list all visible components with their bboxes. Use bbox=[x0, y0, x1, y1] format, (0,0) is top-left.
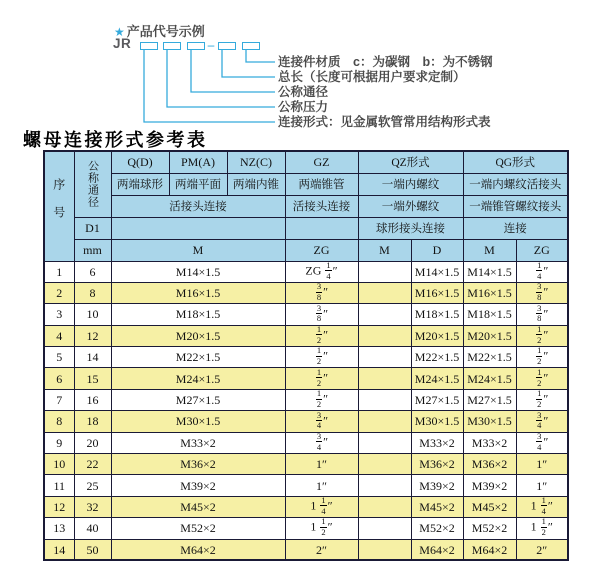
table-row bbox=[44, 282, 568, 303]
cell-qz-d: M27×1.5 bbox=[411, 389, 463, 410]
cell-qg-m: M36×2 bbox=[463, 454, 516, 475]
cell-seq: 6 bbox=[44, 368, 74, 389]
header-gz-desc: 两端锥管 bbox=[285, 173, 358, 195]
table-header bbox=[44, 151, 568, 261]
cell-dn: 14 bbox=[74, 347, 111, 368]
cell-dn: 12 bbox=[74, 325, 111, 346]
header-qg-m-unit: M bbox=[463, 239, 516, 261]
cell-seq: 12 bbox=[44, 496, 74, 517]
cell-qg-zg: $\frac{1}{2}$ ″ bbox=[516, 325, 568, 346]
cell-seq: 13 bbox=[44, 518, 74, 539]
table-row bbox=[44, 475, 568, 496]
cell-m-thread: M14×1.5 bbox=[111, 261, 285, 282]
cell-qz-m bbox=[358, 496, 411, 517]
cell-qg-m: M33×2 bbox=[463, 432, 516, 453]
cell-dn: 32 bbox=[74, 496, 111, 517]
cell-gz-zg: $\frac{3}{4}$ ″ bbox=[285, 432, 358, 453]
cell-qg-m: M52×2 bbox=[463, 518, 516, 539]
cell-gz-zg: $\frac{1}{2}$ ″ bbox=[285, 368, 358, 389]
cell-m-thread: M16×1.5 bbox=[111, 282, 285, 303]
cell-m-thread: M52×2 bbox=[111, 518, 285, 539]
cell-qz-d: M16×1.5 bbox=[411, 282, 463, 303]
cell-qz-m bbox=[358, 347, 411, 368]
cell-qz-m bbox=[358, 432, 411, 453]
code-prefix: JR bbox=[113, 36, 132, 51]
cell-gz-zg: 1″ bbox=[285, 475, 358, 496]
cell-m-thread: M33×2 bbox=[111, 432, 285, 453]
cell-qg-m: M16×1.5 bbox=[463, 282, 516, 303]
table-row bbox=[44, 325, 568, 346]
table-title: 螺母连接形式参考表 bbox=[23, 130, 208, 150]
cell-qg-zg: 1 $\frac{1}{4}$ ″ bbox=[516, 496, 568, 517]
label-connection-form: 连接形式：见金属软管常用结构形式表 bbox=[278, 115, 491, 129]
cell-seq: 8 bbox=[44, 411, 74, 432]
cell-qz-d: M22×1.5 bbox=[411, 347, 463, 368]
cell-gz-zg: 1 $\frac{1}{2}$ ″ bbox=[285, 518, 358, 539]
cell-qg-m: M64×2 bbox=[463, 539, 516, 560]
cell-qg-zg: $\frac{3}{4}$ ″ bbox=[516, 432, 568, 453]
code-dash: – bbox=[207, 37, 215, 52]
label-total-length: 总长（长度可根据用户要求定制） bbox=[278, 70, 466, 84]
diagram-title-text: 产品代号示例 bbox=[126, 24, 205, 39]
cell-seq: 3 bbox=[44, 304, 74, 325]
cell-qg-zg: 1″ bbox=[516, 475, 568, 496]
header-pm-desc: 两端平面 bbox=[169, 173, 227, 195]
cell-dn: 15 bbox=[74, 368, 111, 389]
cell-qz-d: M33×2 bbox=[411, 432, 463, 453]
cell-qz-d: M30×1.5 bbox=[411, 411, 463, 432]
cell-gz-zg: 1″ bbox=[285, 454, 358, 475]
cell-seq: 4 bbox=[44, 325, 74, 346]
cell-gz-zg: ZG $\frac{1}{4}$ ″ bbox=[285, 261, 358, 282]
header-qg-connection: 连接 bbox=[463, 217, 568, 239]
cell-dn: 10 bbox=[74, 304, 111, 325]
header-col-qg: QG形式 bbox=[463, 151, 568, 173]
cell-dn: 22 bbox=[74, 454, 111, 475]
cell-seq: 14 bbox=[44, 539, 74, 560]
cell-qz-d: M18×1.5 bbox=[411, 304, 463, 325]
table-row bbox=[44, 368, 568, 389]
cell-qz-d: M64×2 bbox=[411, 539, 463, 560]
cell-qz-m bbox=[358, 368, 411, 389]
table-row bbox=[44, 539, 568, 560]
header-col-nz: NZ(C) bbox=[227, 151, 285, 173]
cell-gz-zg: 1 $\frac{1}{4}$ ″ bbox=[285, 496, 358, 517]
cell-seq: 1 bbox=[44, 261, 74, 282]
cell-seq: 5 bbox=[44, 347, 74, 368]
cell-seq: 10 bbox=[44, 454, 74, 475]
cell-m-thread: M36×2 bbox=[111, 454, 285, 475]
cell-dn: 40 bbox=[74, 518, 111, 539]
cell-qg-m: M20×1.5 bbox=[463, 325, 516, 346]
cell-qz-m bbox=[358, 389, 411, 410]
nut-connection-reference-table bbox=[43, 150, 569, 561]
label-nominal-diameter: 公称通径 bbox=[278, 85, 329, 99]
cell-qz-m bbox=[358, 411, 411, 432]
cell-qg-zg: $\frac{3}{4}$ ″ bbox=[516, 411, 568, 432]
cell-qz-m bbox=[358, 325, 411, 346]
table-row bbox=[44, 411, 568, 432]
cell-m-thread: M18×1.5 bbox=[111, 304, 285, 325]
cell-gz-zg: $\frac{1}{2}$ ″ bbox=[285, 347, 358, 368]
cell-gz-zg: $\frac{3}{8}$ ″ bbox=[285, 304, 358, 325]
header-qg-desc2: 一端锥管螺纹接头 bbox=[463, 195, 568, 217]
table-row bbox=[44, 496, 568, 517]
cell-gz-zg: 2″ bbox=[285, 539, 358, 560]
header-qg-zg-unit: ZG bbox=[516, 239, 568, 261]
table-row bbox=[44, 389, 568, 410]
cell-qg-zg: 1 $\frac{1}{2}$ ″ bbox=[516, 518, 568, 539]
cell-qz-d: M20×1.5 bbox=[411, 325, 463, 346]
table-row bbox=[44, 454, 568, 475]
header-qz-desc2: 一端外螺纹 bbox=[358, 195, 463, 217]
header-empty-gz bbox=[285, 217, 358, 239]
cell-qg-m: M45×2 bbox=[463, 496, 516, 517]
cell-qz-d: M39×2 bbox=[411, 475, 463, 496]
cell-m-thread: M24×1.5 bbox=[111, 368, 285, 389]
cell-qz-m bbox=[358, 475, 411, 496]
star-icon: ★ bbox=[114, 25, 125, 39]
header-col-q: Q(D) bbox=[111, 151, 169, 173]
table-row bbox=[44, 304, 568, 325]
cell-qz-m bbox=[358, 518, 411, 539]
header-qg-desc1: 一端内螺纹活接头 bbox=[463, 173, 568, 195]
cell-qg-m: M14×1.5 bbox=[463, 261, 516, 282]
cell-qg-m: M39×2 bbox=[463, 475, 516, 496]
header-qz-m-unit: M bbox=[358, 239, 411, 261]
cell-qg-m: M27×1.5 bbox=[463, 389, 516, 410]
cell-qg-m: M18×1.5 bbox=[463, 304, 516, 325]
cell-m-thread: M20×1.5 bbox=[111, 325, 285, 346]
cell-dn: 16 bbox=[74, 389, 111, 410]
header-nz-desc: 两端内锥 bbox=[227, 173, 285, 195]
header-col-gz: GZ bbox=[285, 151, 358, 173]
cell-qg-zg: $\frac{1}{2}$ ″ bbox=[516, 347, 568, 368]
header-mm: mm bbox=[74, 239, 111, 261]
cell-dn: 8 bbox=[74, 282, 111, 303]
cell-gz-zg: $\frac{1}{2}$ ″ bbox=[285, 389, 358, 410]
cell-seq: 11 bbox=[44, 475, 74, 496]
header-dn: 公称通径 bbox=[74, 151, 111, 217]
cell-m-thread: M22×1.5 bbox=[111, 347, 285, 368]
cell-m-thread: M64×2 bbox=[111, 539, 285, 560]
cell-qz-d: M45×2 bbox=[411, 496, 463, 517]
cell-qz-m bbox=[358, 304, 411, 325]
table-row bbox=[44, 261, 568, 282]
table-row bbox=[44, 432, 568, 453]
cell-qg-m: M22×1.5 bbox=[463, 347, 516, 368]
cell-qg-zg: $\frac{1}{2}$ ″ bbox=[516, 368, 568, 389]
cell-dn: 20 bbox=[74, 432, 111, 453]
cell-qz-d: M52×2 bbox=[411, 518, 463, 539]
cell-qg-zg: $\frac{1}{2}$ ″ bbox=[516, 389, 568, 410]
header-m-unit: M bbox=[111, 239, 285, 261]
cell-qz-d: M36×2 bbox=[411, 454, 463, 475]
cell-m-thread: M39×2 bbox=[111, 475, 285, 496]
header-col-pm: PM(A) bbox=[169, 151, 227, 173]
cell-m-thread: M27×1.5 bbox=[111, 389, 285, 410]
cell-qz-d: M24×1.5 bbox=[411, 368, 463, 389]
cell-qg-zg: 2″ bbox=[516, 539, 568, 560]
cell-dn: 25 bbox=[74, 475, 111, 496]
cell-seq: 2 bbox=[44, 282, 74, 303]
cell-qg-zg: 1″ bbox=[516, 454, 568, 475]
cell-qz-m bbox=[358, 454, 411, 475]
cell-m-thread: M30×1.5 bbox=[111, 411, 285, 432]
cell-gz-zg: $\frac{3}{8}$ ″ bbox=[285, 282, 358, 303]
label-nominal-pressure: 公称压力 bbox=[278, 100, 329, 114]
cell-seq: 9 bbox=[44, 432, 74, 453]
header-qz-desc1: 一端内螺纹 bbox=[358, 173, 463, 195]
header-m-connection: 活接头连接 bbox=[111, 195, 285, 217]
header-d1: D1 bbox=[74, 217, 111, 239]
cell-qz-m bbox=[358, 261, 411, 282]
cell-qg-zg: $\frac{1}{4}$ ″ bbox=[516, 261, 568, 282]
cell-m-thread: M45×2 bbox=[111, 496, 285, 517]
table-body bbox=[44, 261, 568, 560]
table-row bbox=[44, 518, 568, 539]
cell-qg-zg: $\frac{3}{8}$ ″ bbox=[516, 304, 568, 325]
header-seq: 序号 bbox=[44, 151, 74, 261]
cell-qz-m bbox=[358, 539, 411, 560]
table-row bbox=[44, 347, 568, 368]
header-qz-d-unit: D bbox=[411, 239, 463, 261]
cell-qz-d: M14×1.5 bbox=[411, 261, 463, 282]
header-gz-unit: ZG bbox=[285, 239, 358, 261]
header-qz-connection: 球形接头连接 bbox=[358, 217, 463, 239]
cell-qg-m: M30×1.5 bbox=[463, 411, 516, 432]
cell-dn: 6 bbox=[74, 261, 111, 282]
header-col-qz: QZ形式 bbox=[358, 151, 463, 173]
header-empty-m bbox=[111, 217, 285, 239]
cell-seq: 7 bbox=[44, 389, 74, 410]
label-material: 连接件材质 c：为碳钢 b：为不锈钢 bbox=[278, 55, 493, 69]
cell-dn: 18 bbox=[74, 411, 111, 432]
cell-gz-zg: $\frac{3}{4}$ ″ bbox=[285, 411, 358, 432]
cell-gz-zg: $\frac{1}{2}$ ″ bbox=[285, 325, 358, 346]
cell-qz-m bbox=[358, 282, 411, 303]
cell-qg-zg: $\frac{3}{8}$ ″ bbox=[516, 282, 568, 303]
cell-qg-m: M24×1.5 bbox=[463, 368, 516, 389]
header-q-desc: 两端球形 bbox=[111, 173, 169, 195]
header-gz-connection: 活接头连接 bbox=[285, 195, 358, 217]
cell-dn: 50 bbox=[74, 539, 111, 560]
